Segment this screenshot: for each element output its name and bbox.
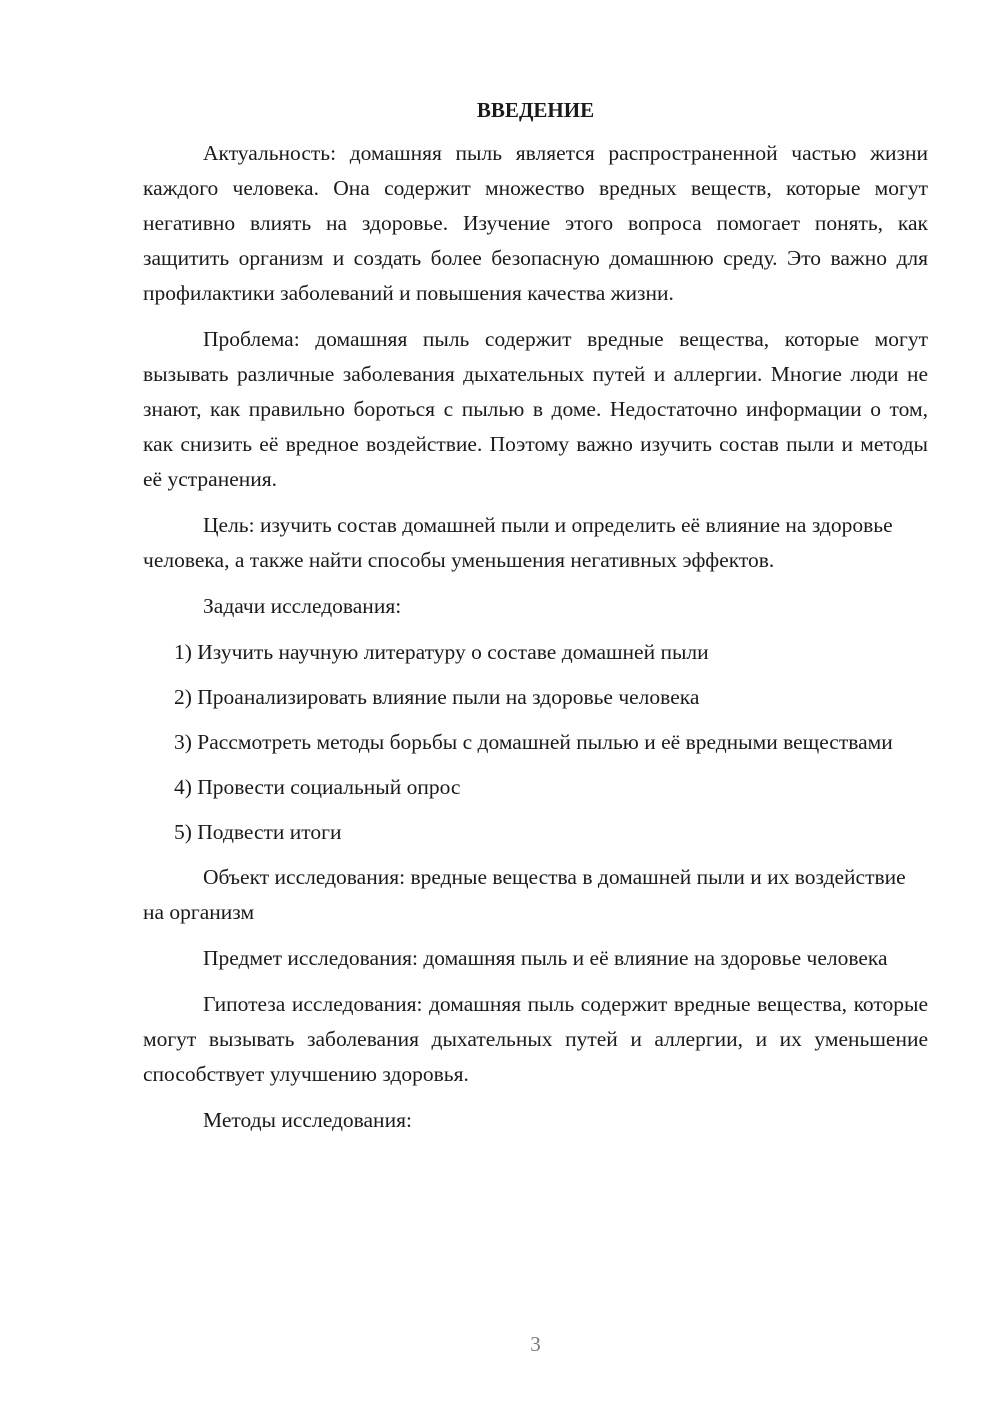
page-content: [143, 93, 928, 1149]
page-title: ВВЕДЕНИЕ: [476, 98, 595, 122]
tasks-title: Задачи исследования:: [203, 594, 402, 618]
relevance-paragraph: Актуальность: домашняя пыль является распространенной частью жизни каждого человека. Она содержит множество вредных веществ, которые могут негативно влиять на здоровье. Изучение этого вопроса помогает понять, как защитить организм и создать более безопасную домашнюю среду. Это важно для профилактики заболеваний и повышения качества жизни.: [143, 141, 928, 305]
subject-paragraph: Предмет исследования: домашняя пыль и её влияние на здоровье человека: [203, 946, 888, 970]
hypothesis-paragraph: Гипотеза исследования: домашняя пыль содержит вредные вещества, которые могут вызывать заболевания дыхательных путей и аллергии, и их уменьшение способствует улучшению здоровья.: [143, 992, 928, 1086]
goal-paragraph: Цель: изучить состав домашней пыли и определить её влияние на здоровье человека, а также найти способы уменьшения негативных эффектов.: [143, 513, 893, 572]
methods-title: Методы исследования:: [203, 1108, 412, 1132]
task-item: 2) Проанализировать влияние пыли на здоровье человека: [174, 685, 700, 709]
task-item: 3) Рассмотреть методы борьбы с домашней пылью и её вредными веществами: [174, 730, 893, 754]
problem-paragraph: Проблема: домашняя пыль содержит вредные вещества, которые могут вызывать различные заболевания дыхательных путей и аллергии. Многие люди не знают, как правильно бороться с пылью в доме. Недостаточно информации о том, как снизить её вредное воздействие. Поэтому важно изучить состав пыли и методы её устранения.: [143, 327, 928, 491]
task-item: 1) Изучить научную литературу о составе домашней пыли: [174, 640, 709, 664]
page-number: 3: [530, 1332, 541, 1356]
task-item: 5) Подвести итоги: [174, 820, 342, 844]
object-paragraph: Объект исследования: вредные вещества в домашней пыли и их воздействие на организм: [143, 865, 906, 924]
task-item: 4) Провести социальный опрос: [174, 775, 461, 799]
